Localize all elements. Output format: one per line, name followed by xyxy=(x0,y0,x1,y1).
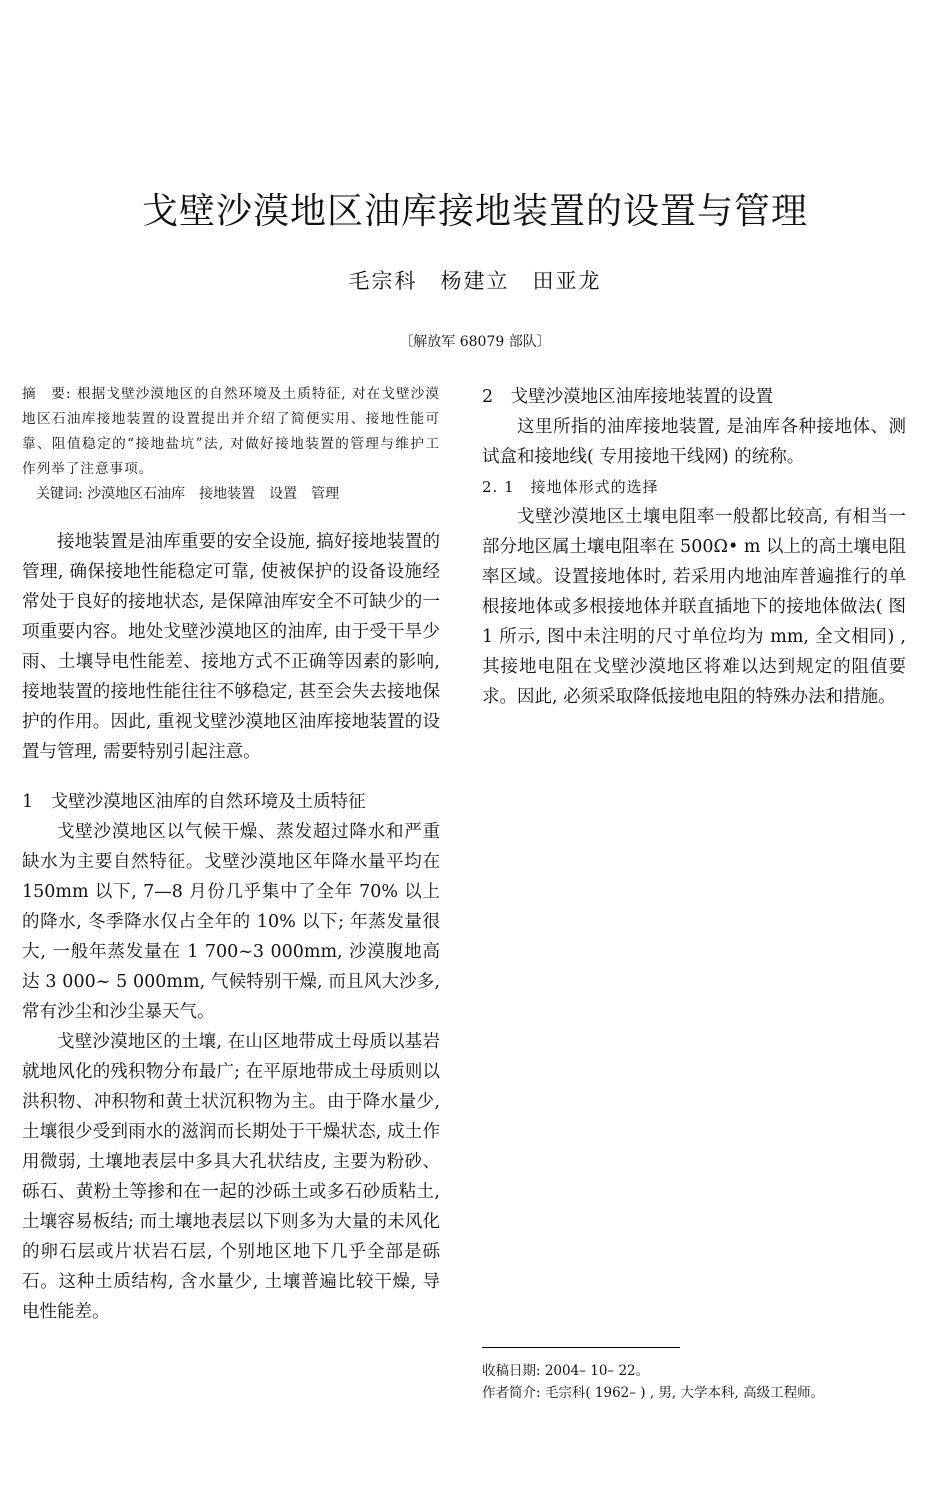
section-1-paragraph-1: 戈壁沙漠地区以气候干燥、蒸发超过降水和严重缺水为主要自然特征。戈壁沙漠地区年降水量平均在 150mm 以下, 7—8 月份几乎集中了全年 70% 以上的降水, 冬季降水仅占全年的 10% 以下; 年蒸发量很大, 一般年蒸发量在 1 700~3 000mm, 沙漠腹地高达 3 000~ 5 000mm, 气候特别干燥, 而且风大沙多, 常有沙尘和沙尘暴天气。 xyxy=(22,822,440,1022)
author-list: 毛宗科 杨建立 田亚龙 xyxy=(348,269,602,293)
abstract: 摘 要: 根据戈壁沙漠地区的自然环境及土质特征, 对在戈壁沙漠地区石油库接地装置的设置提出并介绍了简便实用、接地性能可靠、阻值稳定的“接地盐坑”法, 对做好接地装置的管理与维护工作列举了注意事项。 xyxy=(22,386,440,477)
footnote-divider xyxy=(482,1347,680,1348)
keywords: 关键词: 沙漠地区石油库 接地装置 设置 管理 xyxy=(36,486,340,502)
section-2-heading: 2 戈壁沙漠地区油库接地装置的设置 xyxy=(482,387,774,407)
section-2-paragraph-2: 戈壁沙漠地区土壤电阻率一般都比较高, 有相当一部分地区属土壤电阻率在 500Ω• m 以上的高土壤电阻率区域。设置接地体时, 若采用内地油库普遍推行的单根接地体或多根接地体并联直插地下的接地体做法( 图 1 所示, 图中未注明的尺寸单位均为 mm, 全文相同) , 其接地电阻在戈壁沙漠地区将难以达到规定的阻值要求。因此, 必须采取降低接地电阻的特殊办法和措施。 xyxy=(482,507,907,707)
footnotes xyxy=(482,1360,912,1404)
author-bio: 作者简介: 毛宗科( 1962– ) , 男, 大学本科, 高级工程师。 xyxy=(482,1385,825,1401)
section-2-paragraph-1: 这里所指的油库接地装置, 是油库各种接地体、测试盒和接地线( 专用接地干线网) 的统称。 xyxy=(482,417,906,467)
section-1-heading: 1 戈壁沙漠地区油库的自然环境及土质特征 xyxy=(22,792,366,812)
section-2-1-heading: 2. 1 接地体形式的选择 xyxy=(482,478,659,496)
received-date: 收稿日期: 2004– 10– 22。 xyxy=(482,1363,650,1379)
paper-title: 戈壁沙漠地区油库接地装置的设置与管理 xyxy=(141,191,808,232)
affiliation: 〔解放军 68079 部队〕 xyxy=(399,334,551,350)
section-1-paragraph-2: 戈壁沙漠地区的土壤, 在山区地带成土母质以基岩就地风化的残积物分布最广; 在平原地带成土母质则以洪积物、冲积物和黄土状沉积物为主。由于降水量少, 土壤很少受到雨水的滋润而长期处于干燥状态, 成土作用微弱, 土壤地表层中多具大孔状结皮, 主要为粉砂、砾石、黄粉土等掺和在一起的沙砾土或多石砂质粘土, 土壤容易板结; 而土壤地表层以下则多为大量的未风化的卵石层或片状岩石层, 个别地区地下几乎全部是砾石。这种土质结构, 含水量少, 土壤普遍比较干燥, 导电性能差。 xyxy=(22,1032,440,1322)
left-column xyxy=(22,382,440,1327)
intro-paragraph: 接地装置是油库重要的安全设施, 搞好接地装置的管理, 确保接地性能稳定可靠, 使被保护的设备设施经常处于良好的接地状态, 是保障油库安全不可缺少的一项重要内容。地处戈壁沙漠地区的油库, 由于受干旱少雨、土壤导电性能差、接地方式不正确等因素的影响, 接地装置的接地性能往往不够稳定, 甚至会失去接地保护的作用。因此, 重视戈壁沙漠地区油库接地装置的设置与管理, 需要特别引起注意。 xyxy=(22,532,440,762)
right-column xyxy=(482,382,906,712)
